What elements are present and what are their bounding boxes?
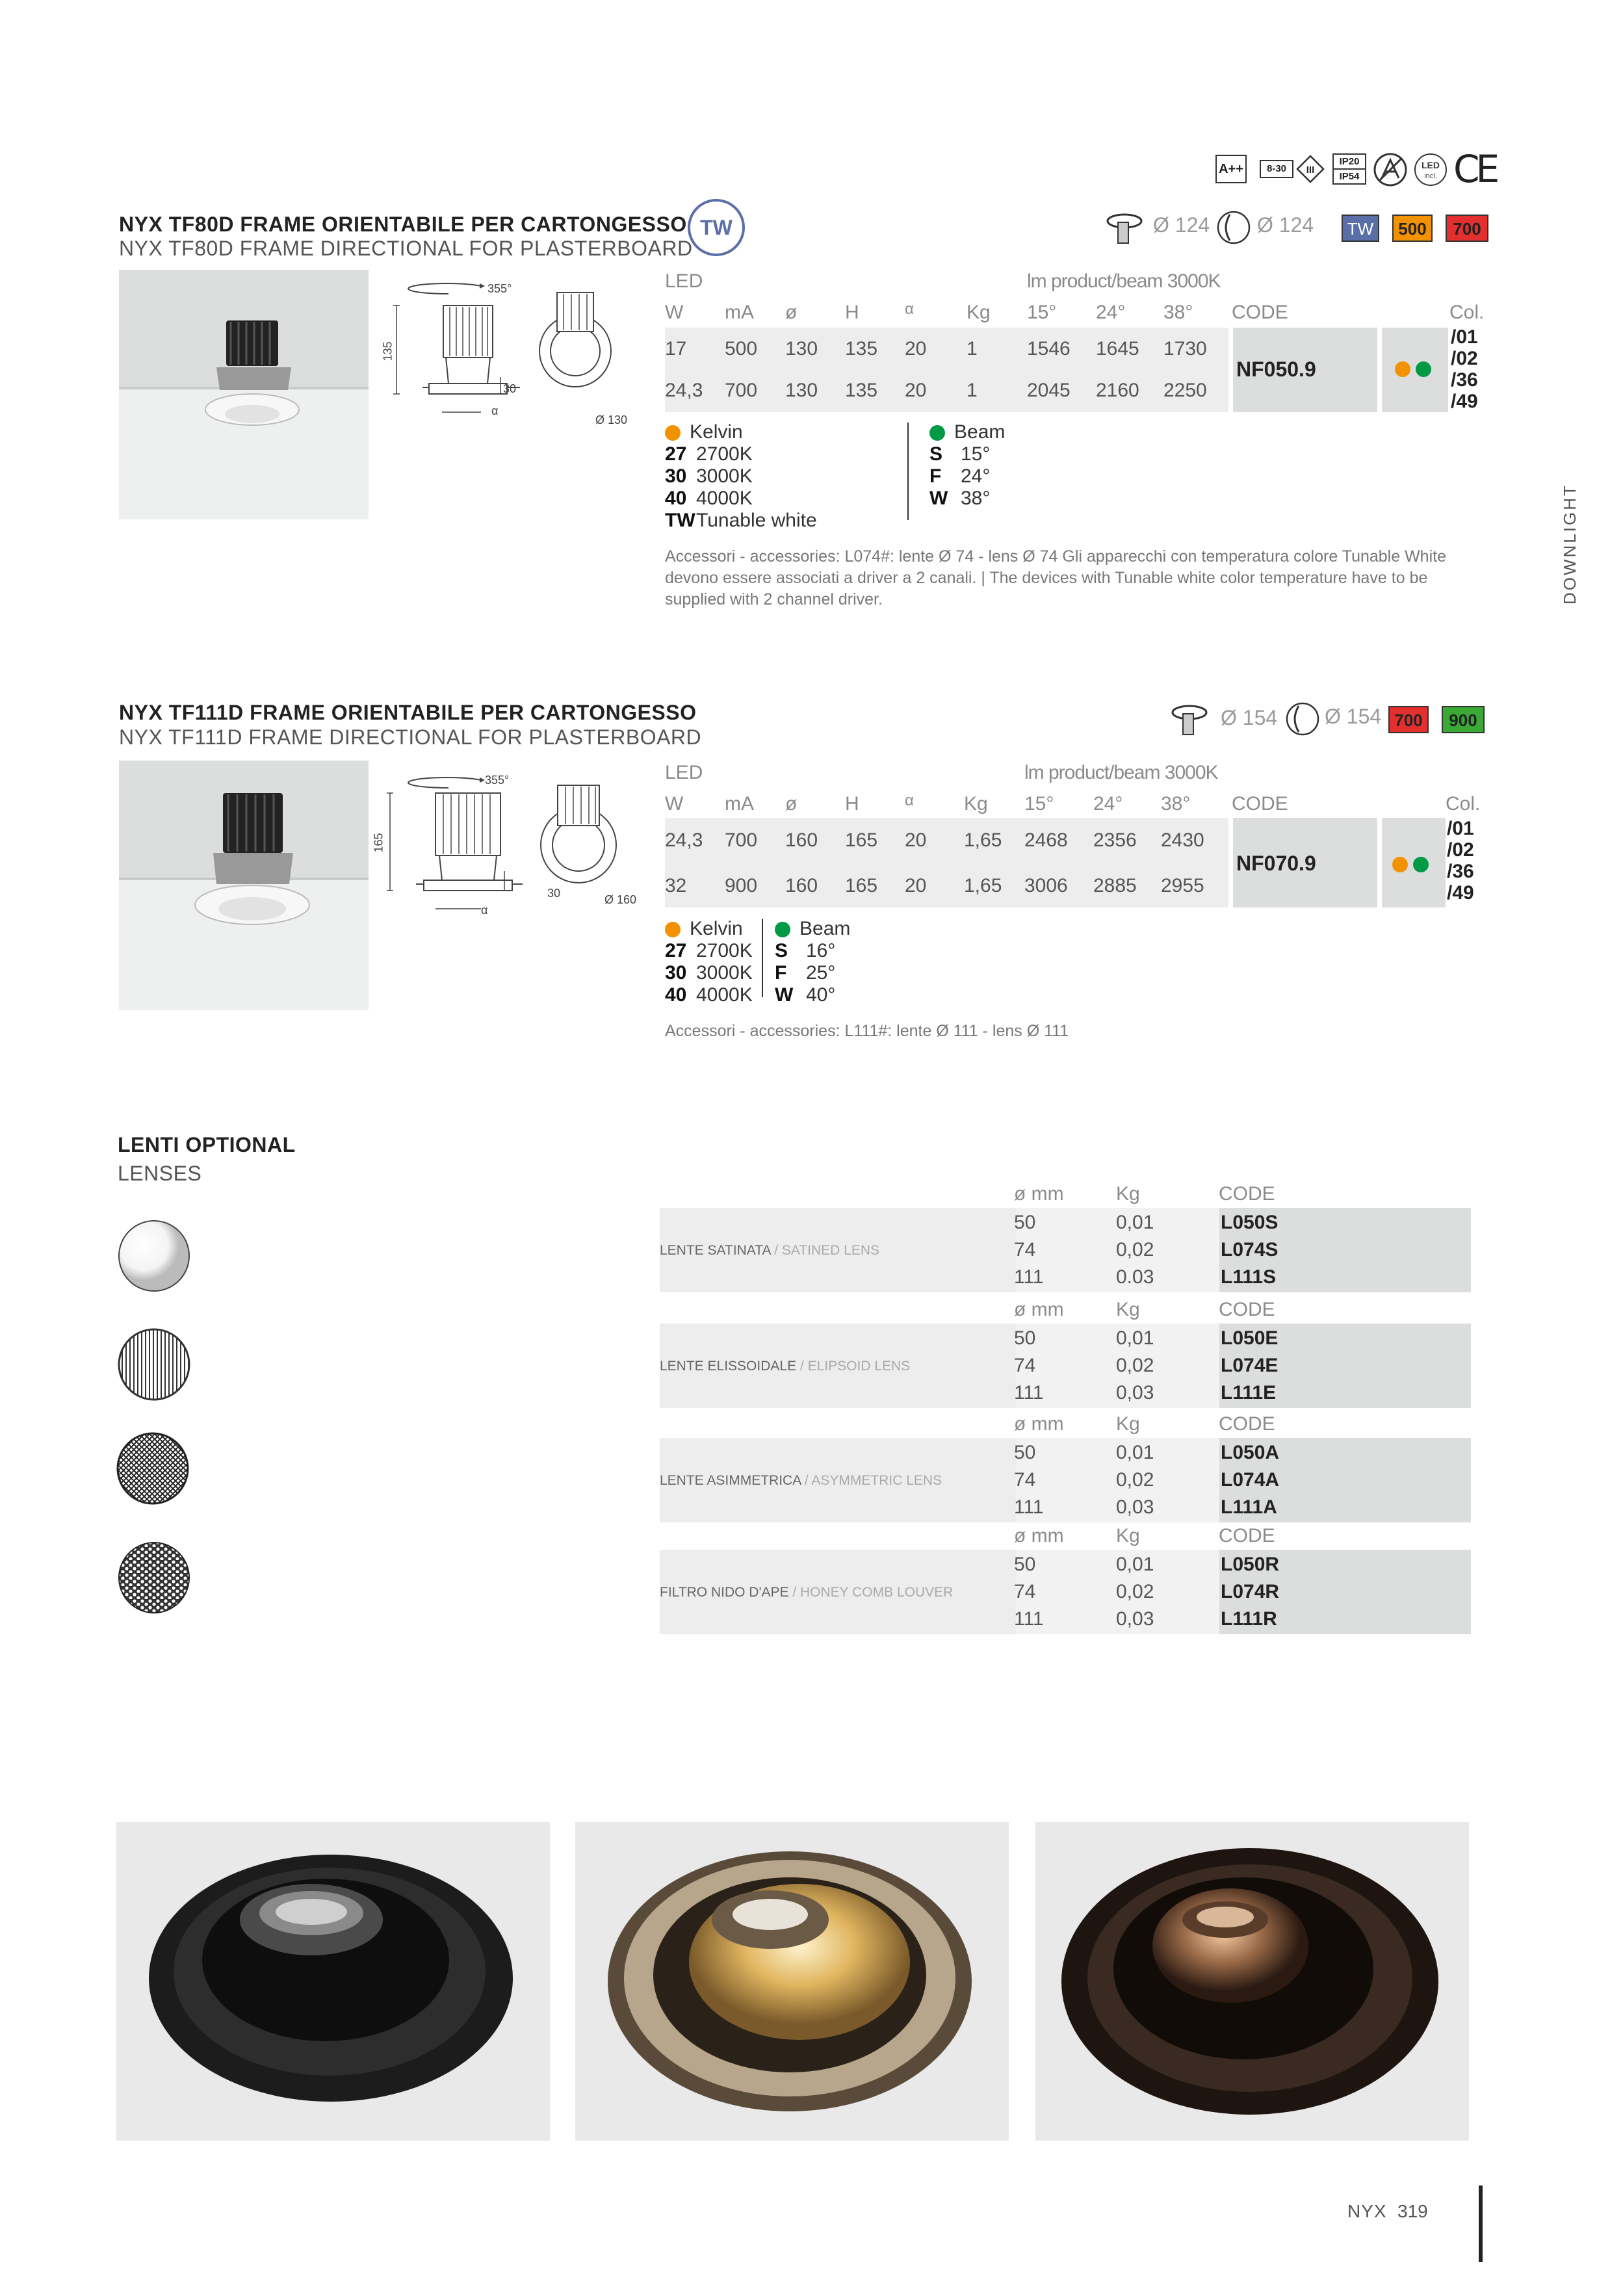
bronze-finish-photo <box>1035 1822 1469 2141</box>
p2-group-lm: lm product/beam 3000K <box>1024 762 1218 783</box>
class-iii-icon <box>1296 155 1325 183</box>
p1-h-ma: mA <box>725 302 754 323</box>
badge-700: 700 <box>1388 706 1429 733</box>
p1-note: Accessori - accessories: L074#: lente Ø 74 - lens Ø 74 Gli apparecchi con temperatura colore Tunable White devono essere associati a driver a 2 canali. | The devices with Tunable white color temperature have to be supplied with 2 channel driver. <box>665 547 1446 608</box>
p1-h-15: 15° <box>1027 302 1057 323</box>
drawing2-diameter: Ø 160 <box>604 893 637 906</box>
black-finish-photo <box>116 1822 550 2141</box>
p2-legend-divider <box>762 919 763 997</box>
drawing1-height: 135 <box>381 341 395 361</box>
p1-h-24: 24° <box>1096 302 1126 323</box>
footer-brand: NYX <box>1347 2201 1387 2221</box>
svg-text:III: III <box>1306 164 1315 176</box>
p1-h-h: H <box>845 302 859 323</box>
drawing2-rotation: 355° <box>485 774 510 787</box>
tw-badge-icon: TW <box>688 199 745 256</box>
orange-dot-icon <box>665 922 681 937</box>
product2-technical-drawing <box>372 774 643 923</box>
product2-title-en: NYX TF111D FRAME DIRECTIONAL FOR PLASTERBOARD <box>119 725 702 749</box>
p1-color-dots <box>1395 361 1431 377</box>
lenses-title-it: LENTI OPTIONAL <box>118 1133 296 1156</box>
p2-color-dots <box>1392 857 1429 872</box>
drawing1-angle: α <box>491 404 499 417</box>
product2-cutout-1: Ø 154 <box>1221 706 1278 729</box>
badge-500: 500 <box>1392 215 1433 242</box>
drawing1-diameter: Ø 130 <box>595 413 628 426</box>
p2-h-kg: Kg <box>964 793 988 815</box>
p2-h-diam: ø <box>785 793 798 815</box>
p2-h-ma: mA <box>725 793 754 815</box>
lens-label-satined: LENTE SATINATA / SATINED LENS <box>660 1243 880 1258</box>
green-dot-icon <box>775 922 790 937</box>
p2-kelvin-legend: Kelvin 27 2700K 30 3000K 40 4000K <box>665 918 753 1006</box>
p2-h-h: H <box>845 793 859 815</box>
p1-h-38: 38° <box>1163 302 1193 323</box>
drawing2-depth: 30 <box>547 887 561 900</box>
p2-group-led: LED <box>665 762 703 783</box>
ellipsoid-lens-icon <box>117 1327 191 1405</box>
asymmetric-lens-icon <box>116 1431 190 1509</box>
drawing1-depth: 30 <box>503 382 517 395</box>
product2-cutout-2: Ø 154 <box>1325 705 1382 728</box>
p1-beam-legend: Beam S 15° F 24° W 38° <box>929 421 1006 509</box>
ip-rating-icon: IP20 IP54 <box>1332 153 1366 185</box>
orange-dot-icon <box>665 425 681 441</box>
p2-h-24: 24° <box>1093 793 1123 815</box>
p2-h-alpha: α <box>905 792 914 809</box>
product2-photo <box>119 761 369 1010</box>
product1-title-en: NYX TF80D FRAME DIRECTIONAL FOR PLASTERBOARD <box>119 237 693 260</box>
p1-h-diam: ø <box>785 302 798 323</box>
product1-cutout-2: Ø 124 <box>1257 213 1314 237</box>
honeycomb-louver-icon <box>117 1541 191 1618</box>
orange-dot-icon <box>1395 361 1410 377</box>
p2-h-code: CODE <box>1232 793 1288 815</box>
p2-code: NF070.9 <box>1236 852 1316 875</box>
no-cover-icon <box>1373 152 1408 187</box>
p2-note: Accessori - accessories: L111#: lente Ø 111 - lens Ø 111 <box>665 1022 1069 1040</box>
energy-class-icon: A++ <box>1215 155 1247 183</box>
drawing2-angle: α <box>481 904 488 917</box>
p1-h-w: W <box>665 302 684 323</box>
badge-tw: TW <box>1342 215 1379 242</box>
range-icon: 8-30 <box>1260 160 1293 178</box>
product2-title-it: NYX TF111D FRAME ORIENTABILE PER CARTONGESSO <box>119 701 697 724</box>
p1-h-kg: Kg <box>967 302 991 323</box>
orange-dot-icon <box>1392 857 1408 872</box>
side-label: DOWNLIGHT <box>1560 484 1579 605</box>
lens-label-honeycomb: FILTRO NIDO D'APE / HONEY COMB LOUVER <box>660 1585 954 1600</box>
p1-kelvin-legend: Kelvin 27 2700K 30 3000K 40 4000K TWTunable white <box>665 421 817 531</box>
product1-title-it: NYX TF80D FRAME ORIENTABILE PER CARTONGESSO <box>119 213 687 236</box>
p1-h-col: Col. <box>1449 302 1485 323</box>
product1-cutout-1: Ø 124 <box>1153 213 1210 237</box>
product1-technical-drawing <box>383 280 643 429</box>
badge-700: 700 <box>1446 215 1488 242</box>
p1-h-code: CODE <box>1232 302 1288 323</box>
p2-beam-legend: Beam S 16° F 25° W 40° <box>775 918 851 1006</box>
drawing1-rotation: 355° <box>487 282 512 295</box>
green-dot-icon <box>929 425 945 441</box>
satined-lens-icon <box>117 1219 191 1296</box>
p1-colors: /01 /02 /36 /49 <box>1451 326 1478 412</box>
p2-h-38: 38° <box>1161 793 1191 815</box>
lens-label-asymmetric: LENTE ASIMMETRICA / ASYMMETRIC LENS <box>660 1473 942 1488</box>
drill-hole-icon <box>1284 701 1321 740</box>
p1-code: NF050.9 <box>1236 358 1316 381</box>
ce-mark-icon: CE <box>1453 147 1496 191</box>
led-included-icon: LED incl. <box>1414 153 1447 186</box>
lenses-title-en: LENSES <box>118 1162 202 1185</box>
footer-divider <box>1479 2185 1483 2262</box>
drill-hole-icon <box>1215 209 1252 249</box>
footer-page-number: 319 <box>1397 2201 1428 2221</box>
green-dot-icon <box>1413 857 1429 872</box>
ceiling-cutout-icon <box>1170 703 1212 740</box>
badge-900: 900 <box>1442 706 1485 733</box>
gold-finish-photo <box>575 1822 1009 2141</box>
green-dot-icon <box>1416 361 1431 377</box>
product1-photo <box>119 270 369 519</box>
lens-label-ellipsoid: LENTE ELISSOIDALE / ELIPSOID LENS <box>660 1359 911 1374</box>
p1-h-alpha: α <box>905 300 914 318</box>
p2-colors: /01 /02 /36 /49 <box>1447 818 1474 904</box>
p1-group-lm: lm product/beam 3000K <box>1027 270 1221 292</box>
drawing2-height: 165 <box>372 833 385 853</box>
p2-h-w: W <box>665 793 684 815</box>
p1-group-led: LED <box>665 270 703 292</box>
p2-h-col: Col. <box>1446 793 1481 815</box>
p1-legend-divider <box>907 423 909 520</box>
p2-h-15: 15° <box>1024 793 1054 815</box>
ceiling-cutout-icon <box>1105 212 1147 249</box>
